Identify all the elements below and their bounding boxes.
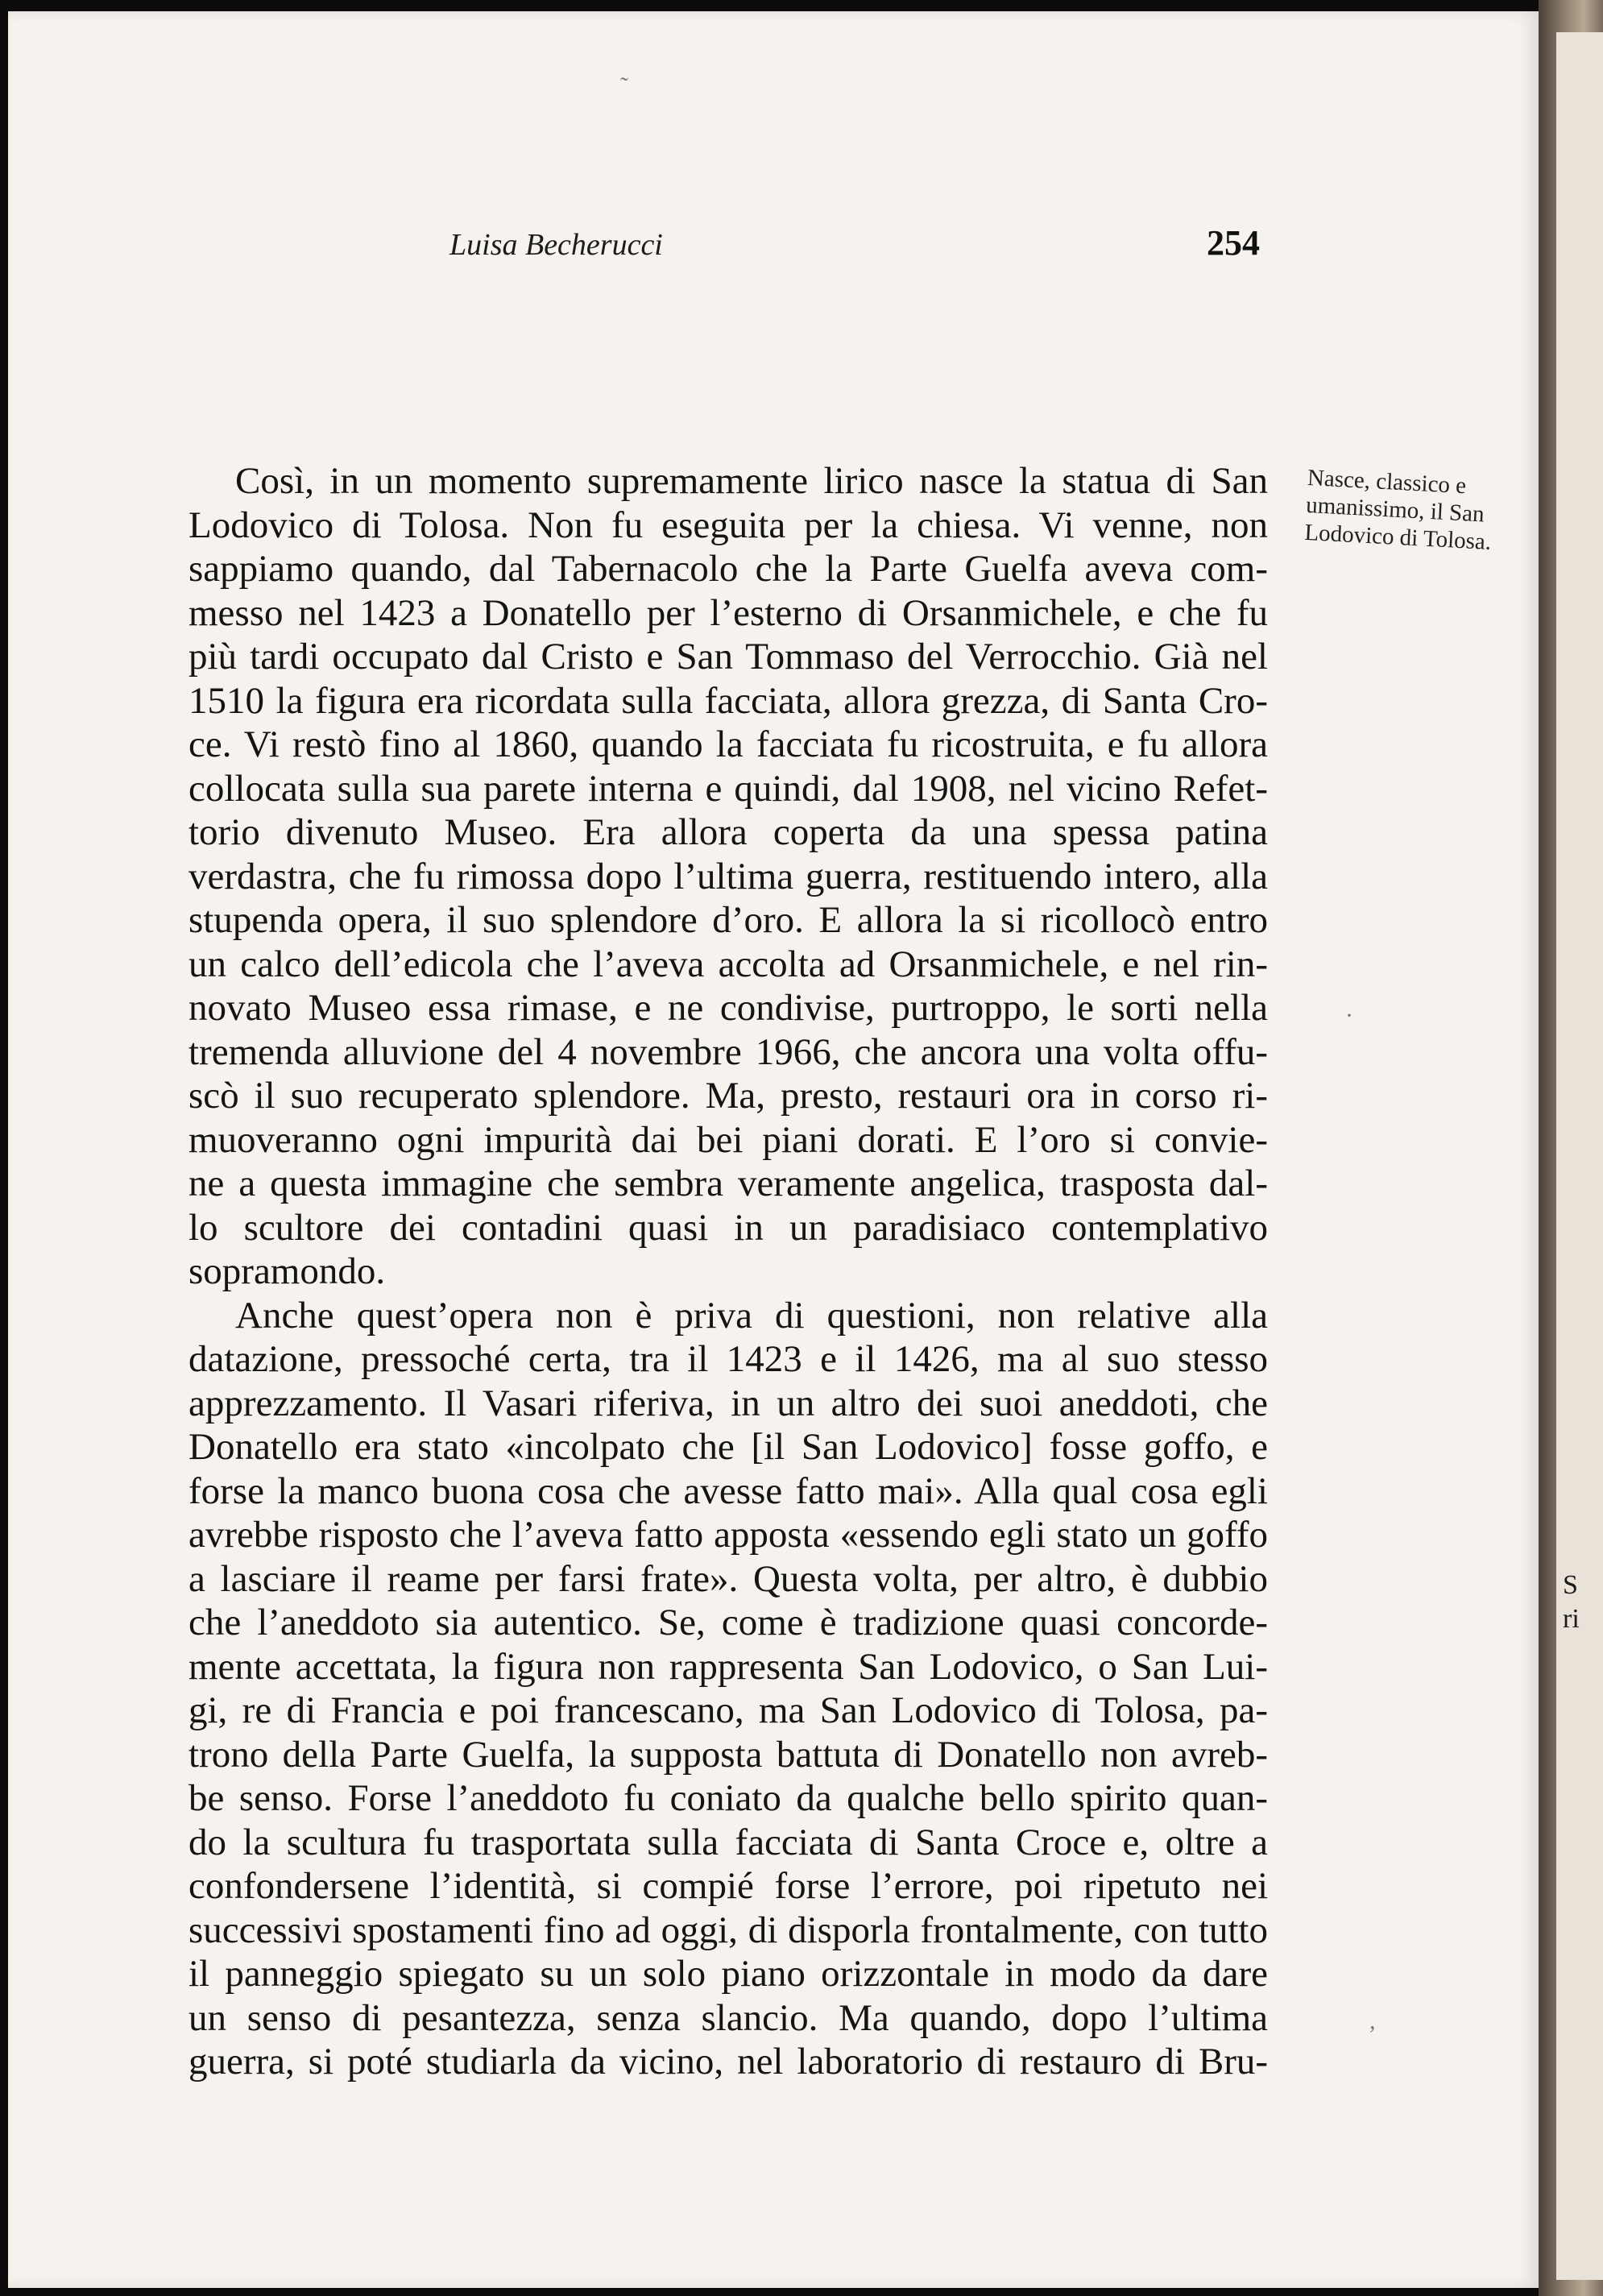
book-page (8, 11, 1539, 2288)
text-line: torio divenuto Museo. Era allora coperta da una spessa patina (188, 811, 1268, 853)
text-line: il panneggio spiegato su un solo piano orizzontale in modo da dare (188, 1953, 1268, 1995)
body-text (188, 459, 1268, 2084)
text-line: lo scultore dei contadini quasi in un paradisiaco contemplativo (188, 1206, 1268, 1249)
text-line: collocata sulla sua parete interna e quindi, dal 1908, nel vicino Refet- (188, 767, 1268, 810)
text-line: tremenda alluvione del 4 novembre 1966, che ancora una volta offu- (188, 1030, 1268, 1073)
text-line: guerra, si poté studiarla da vicino, nel laboratorio di restauro di Bru- (188, 2041, 1268, 2083)
text-line: avrebbe risposto che l’aveva fatto apposta «essendo egli stato un goffo (188, 1514, 1268, 1556)
facing-page-edge (1556, 32, 1603, 2280)
text-line: muoveranno ogni impurità dai bei piani dorati. E l’oro si convie- (188, 1118, 1268, 1161)
text-line: Anche quest’opera non è priva di questioni, non relative alla (235, 1294, 1268, 1337)
text-line: Così, in un momento supremamente lirico nasce la statua di San (235, 460, 1268, 502)
margin-note (1304, 464, 1535, 558)
running-header-author: Luisa Becherucci (449, 228, 663, 262)
page-speck: , (1369, 2008, 1376, 2034)
text-line: un senso di pesantezza, senza slancio. Ma quando, dopo l’ultima (188, 1996, 1268, 2039)
page-number: 254 (1207, 223, 1260, 263)
text-line: Donatello era stato «incolpato che [il San Lodovico] fosse goffo, e (188, 1426, 1268, 1468)
text-line: un calco dell’edicola che l’aveva accolta ad Orsanmichele, e nel rin- (188, 943, 1268, 985)
text-line: be senso. Forse l’aneddoto fu coniato da qualche bello spirito quan- (188, 1777, 1268, 1819)
margin-note-line: umanissimo, il San (1305, 491, 1485, 528)
text-line: ne a questa immagine che sembra veramente angelica, trasposta dal- (188, 1163, 1268, 1204)
text-line: sappiamo quando, dal Tabernacolo che la Parte Guelfa aveva com- (188, 548, 1268, 590)
margin-note-line: Nasce, classico e (1307, 464, 1467, 499)
margin-note-line: Lodovico di Tolosa. (1303, 519, 1492, 555)
page-speck: · (1345, 1002, 1353, 1029)
facing-page-fragment: ri (1563, 1604, 1580, 1634)
text-line: novato Museo essa rimase, e ne condivise, purtroppo, le sorti nella (188, 987, 1268, 1029)
text-line: confondersene l’identità, si compié forse l’errore, poi ripetuto nei (188, 1865, 1268, 1907)
text-line: datazione, pressoché certa, tra il 1423 e il 1426, ma al suo stesso (188, 1338, 1268, 1380)
page-speck: ˜ (620, 73, 628, 99)
paragraph-2 (188, 1294, 1268, 2084)
text-line: scò il suo recuperato splendore. Ma, presto, restauri ora in corso ri- (188, 1075, 1268, 1117)
text-line: a lasciare il reame per farsi frate». Questa volta, per altro, è dubbio (188, 1557, 1268, 1600)
running-header (8, 223, 1539, 276)
text-line: gi, re di Francia e poi francescano, ma San Lodovico di Tolosa, pa- (188, 1689, 1268, 1731)
text-line: verdastra, che fu rimossa dopo l’ultima guerra, restituendo intero, alla (188, 855, 1268, 897)
text-line: mente accettata, la figura non rappresenta San Lodovico, o San Lui- (188, 1645, 1268, 1688)
text-line: più tardi occupato dal Cristo e San Tommaso del Verrocchio. Già nel (188, 636, 1268, 678)
paragraph-1 (188, 459, 1268, 1294)
text-line: apprezzamento. Il Vasari riferiva, in un altro dei suoi aneddoti, che (188, 1382, 1268, 1424)
text-line: trono della Parte Guelfa, la supposta battuta di Donatello non avreb- (188, 1733, 1268, 1776)
facing-page-fragment: S (1563, 1570, 1578, 1600)
text-line: 1510 la figura era ricordata sulla facciata, allora grezza, di Santa Cro- (188, 679, 1268, 722)
text-line: successivi spostamenti fino ad oggi, di disporla frontalmente, con tutto (188, 1908, 1268, 1951)
text-line: stupenda opera, il suo splendore d’oro. E allora la si ricollocò entro (188, 899, 1268, 941)
text-line: che l’aneddoto sia autentico. Se, come è tradizione quasi concorde- (188, 1602, 1268, 1643)
text-line: Lodovico di Tolosa. Non fu eseguita per la chiesa. Vi venne, non (188, 504, 1268, 546)
text-line: forse la manco buona cosa che avesse fatto mai». Alla qual cosa egli (188, 1469, 1268, 1512)
text-line: ce. Vi restò fino al 1860, quando la facciata fu ricostruita, e fu allora (188, 723, 1268, 765)
text-line: sopramondo. (188, 1250, 386, 1292)
text-line: do la scultura fu trasportata sulla facciata di Santa Croce e, oltre a (188, 1821, 1268, 1863)
text-line: messo nel 1423 a Donatello per l’esterno di Orsanmichele, e che fu (188, 591, 1268, 634)
